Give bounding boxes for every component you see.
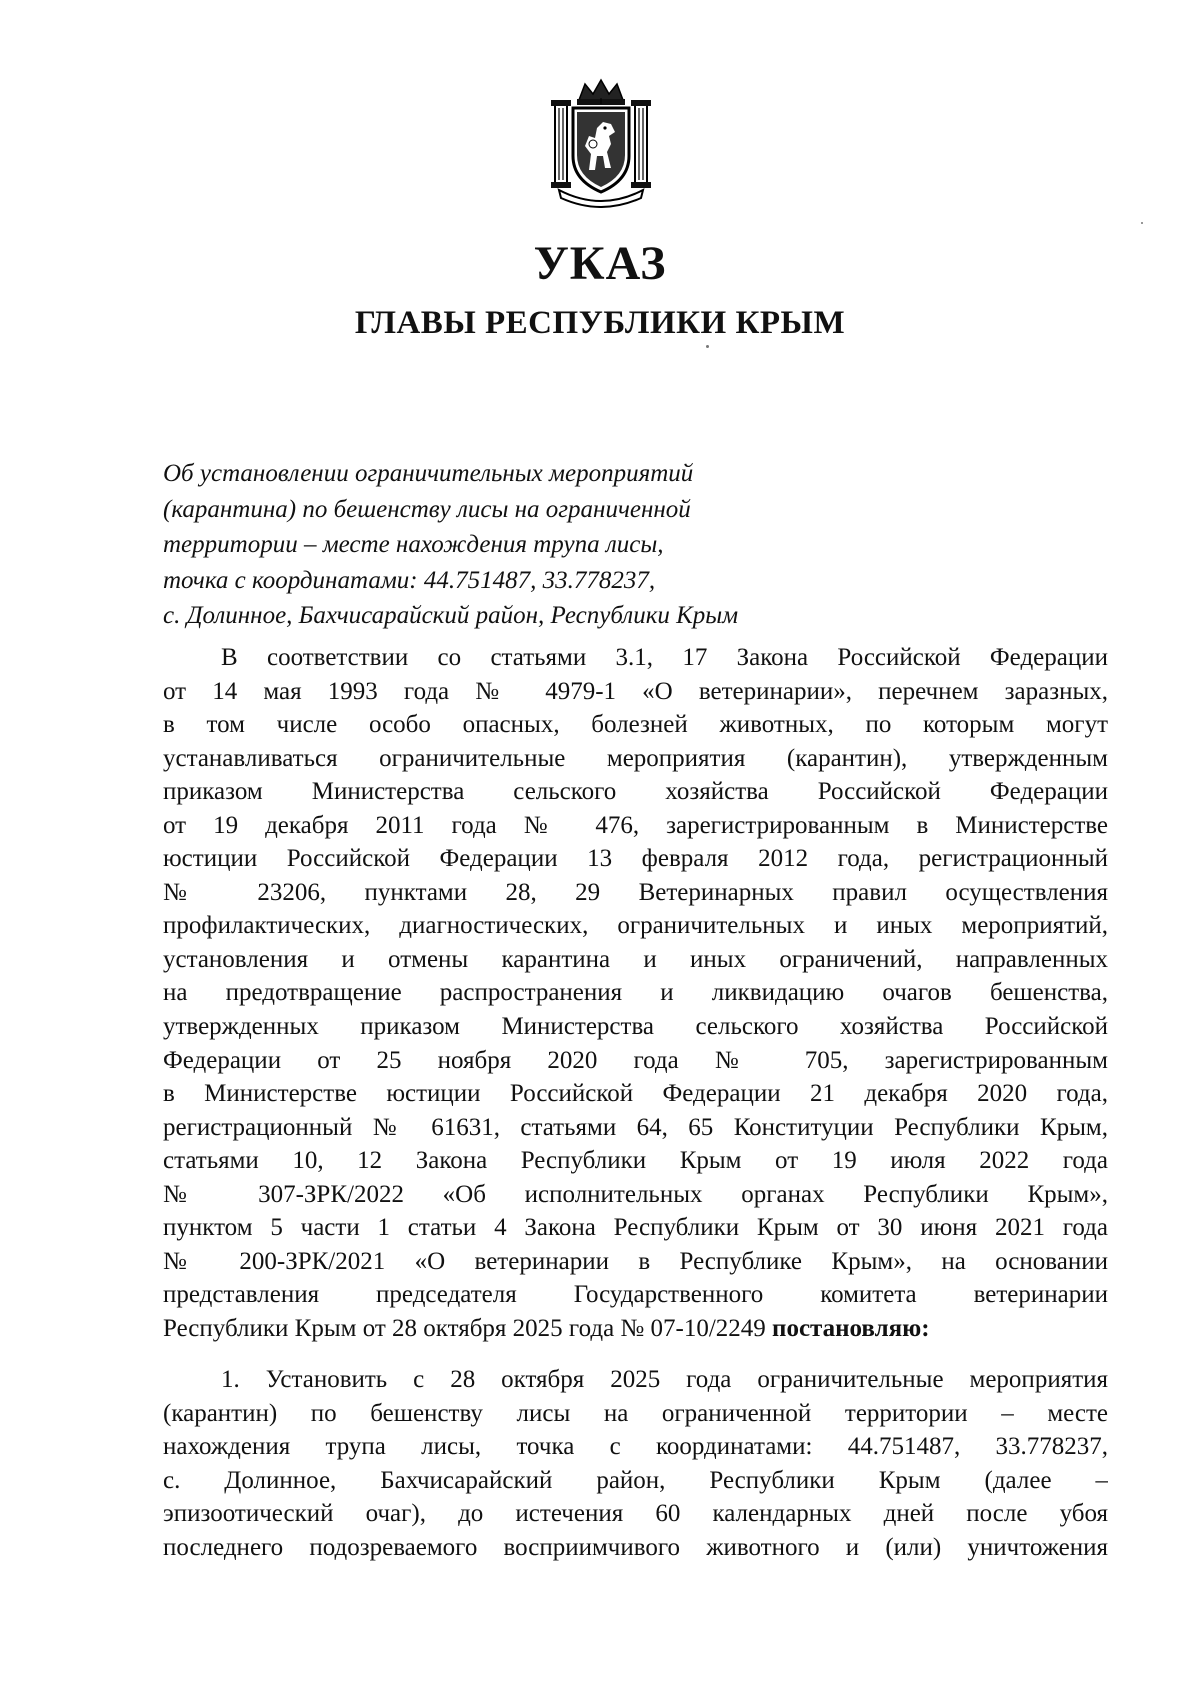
paragraph-line: регистрационный № 61631, статьями 64, 65 Конституции Республики Крым, [163, 1113, 1108, 1141]
document-subtitle: ГЛАВЫ РЕСПУБЛИКИ КРЫМ [354, 305, 846, 341]
paragraph-line: последнего подозреваемого восприимчивого животного и (или) уничтожения [163, 1533, 1108, 1561]
paragraph-line-text: Республики Крым от 28 октября 2025 года № 07-10/2249 [163, 1314, 766, 1342]
paragraph-line: Федерации от 25 ноября 2020 года № 705, зарегистрированным [163, 1046, 1108, 1074]
subject-line: Об установлении ограничительных мероприятий [163, 460, 694, 487]
subject-line: с. Долинное, Бахчисарайский район, Республики Крым [163, 602, 739, 629]
paragraph-line: в том числе особо опасных, болезней животных, по которым могут [163, 711, 1108, 739]
paragraph-line: в Министерстве юстиции Российской Федерации 21 декабря 2020 года, [163, 1080, 1108, 1108]
paragraph-line: от 14 мая 1993 года № 4979-1 «О ветеринарии», перечнем заразных, [163, 677, 1108, 705]
paragraph-line: статьями 10, 12 Закона Республики Крым от 19 июля 2022 года [163, 1147, 1108, 1175]
paragraph-last-line [163, 1312, 1108, 1346]
paragraph-line: на предотвращение распространения и ликвидацию очагов бешенства, [163, 979, 1108, 1007]
document-title: УКАЗ [533, 237, 667, 290]
paragraph-line: № 200-ЗРК/2021 «О ветеринарии в Республике Крым», на основании [163, 1247, 1108, 1275]
subject-line: территории – месте нахождения трупа лисы, [163, 531, 664, 558]
paragraph-line: пунктом 5 части 1 статьи 4 Закона Республики Крым от 30 июня 2021 года [163, 1214, 1108, 1242]
decree-subject [163, 456, 738, 634]
scan-speck [706, 345, 709, 348]
paragraph-line: В соответствии со статьями 3.1, 17 Закона Российской Федерации [221, 644, 1108, 671]
paragraph-line: нахождения трупа лисы, точка с координатами: 44.751487, 33.778237, [163, 1433, 1108, 1461]
subject-line: (карантина) по бешенству лисы на ограниченной [163, 495, 691, 523]
item-1-paragraph [163, 1363, 1108, 1564]
paragraph-line: устанавливаться ограничительные мероприятия (карантин), утвержденным [163, 744, 1108, 772]
paragraph-line: (карантин) по бешенству лисы на ограниченной территории – месте [163, 1399, 1108, 1427]
coat-of-arms-emblem [545, 78, 657, 208]
paragraph-line: утвержденных приказом Министерства сельского хозяйства Российской [163, 1013, 1108, 1041]
paragraph-line: представления председателя Государственного комитета ветеринарии [163, 1281, 1108, 1309]
paragraph-line: от 19 декабря 2011 года № 476, зарегистрированным в Министерстве [163, 811, 1108, 839]
paragraph-line: юстиции Российской Федерации 13 февраля 2012 года, регистрационный [163, 845, 1108, 873]
paragraph-line: № 307-ЗРК/2022 «Об исполнительных органах Республики Крым», [163, 1180, 1108, 1208]
paragraph-line: эпизоотический очаг), до истечения 60 календарных дней после убоя [163, 1500, 1108, 1528]
paragraph-line: 1. Установить с 28 октября 2025 года ограничительные мероприятия [221, 1366, 1108, 1393]
paragraph-line: профилактических, диагностических, ограничительных и иных мероприятий, [163, 912, 1108, 940]
subject-line: точка с координатами: 44.751487, 33.778237, [163, 566, 656, 594]
paragraph-line: № 23206, пунктами 28, 29 Ветеринарных правил осуществления [163, 878, 1108, 906]
paragraph-line: приказом Министерства сельского хозяйства Российской Федерации [163, 778, 1108, 806]
preamble-paragraph [163, 641, 1108, 1345]
scan-speck [1141, 222, 1143, 224]
decree-word: постановляю: [772, 1314, 930, 1342]
paragraph-line: установления и отмены карантина и иных ограничений, направленных [163, 945, 1108, 973]
paragraph-line: с. Долинное, Бахчисарайский район, Республики Крым (далее – [163, 1466, 1108, 1494]
